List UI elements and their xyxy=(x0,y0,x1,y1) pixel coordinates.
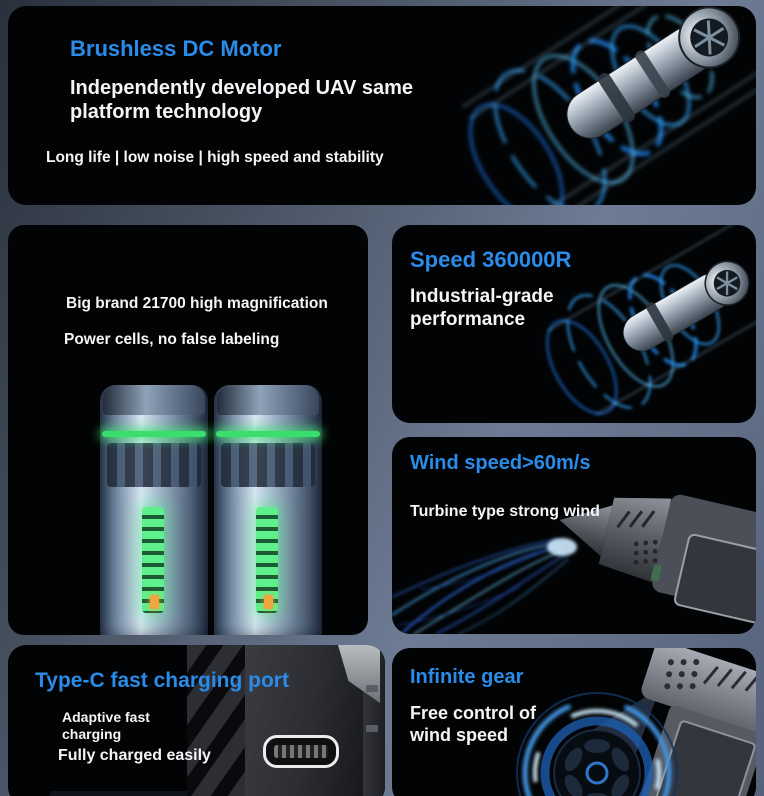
battery-cell-right xyxy=(214,385,322,635)
motor-tagline: Long life | low noise | high speed and stability xyxy=(46,149,384,166)
speed-subheading: Industrial-grade performance xyxy=(410,286,554,330)
gear-heading: Infinite gear xyxy=(410,666,524,688)
panel-battery xyxy=(8,225,368,635)
charging-bullet-1: Adaptive fast charging xyxy=(62,709,150,742)
gear-subheading: Free control of wind speed xyxy=(410,703,537,745)
type-c-port-icon xyxy=(263,735,339,768)
panel-infinite-gear xyxy=(392,648,756,796)
panel-brushless-motor xyxy=(8,6,756,205)
battery-cell-left xyxy=(100,385,208,635)
battery-line2: Power cells, no false labeling xyxy=(64,331,280,348)
speed-heading: Speed 360000R xyxy=(410,247,572,272)
charging-heading: Type-C fast charging port xyxy=(35,669,289,692)
battery-line1: Big brand 21700 high magnification xyxy=(66,295,328,312)
panel-wind-speed xyxy=(392,437,756,634)
battery-cells-image xyxy=(100,385,322,635)
panel-type-c-charging xyxy=(8,645,385,796)
wind-subheading: Turbine type strong wind xyxy=(410,503,600,520)
charging-bullet-2: Fully charged easily xyxy=(58,747,211,764)
motor-heading: Brushless DC Motor xyxy=(70,36,282,61)
motor-subheading: Independently developed UAV same platform technology xyxy=(70,77,414,123)
turbine-motor-image xyxy=(446,6,756,205)
wind-heading: Wind speed>60m/s xyxy=(410,452,591,474)
panel-speed xyxy=(392,225,756,423)
